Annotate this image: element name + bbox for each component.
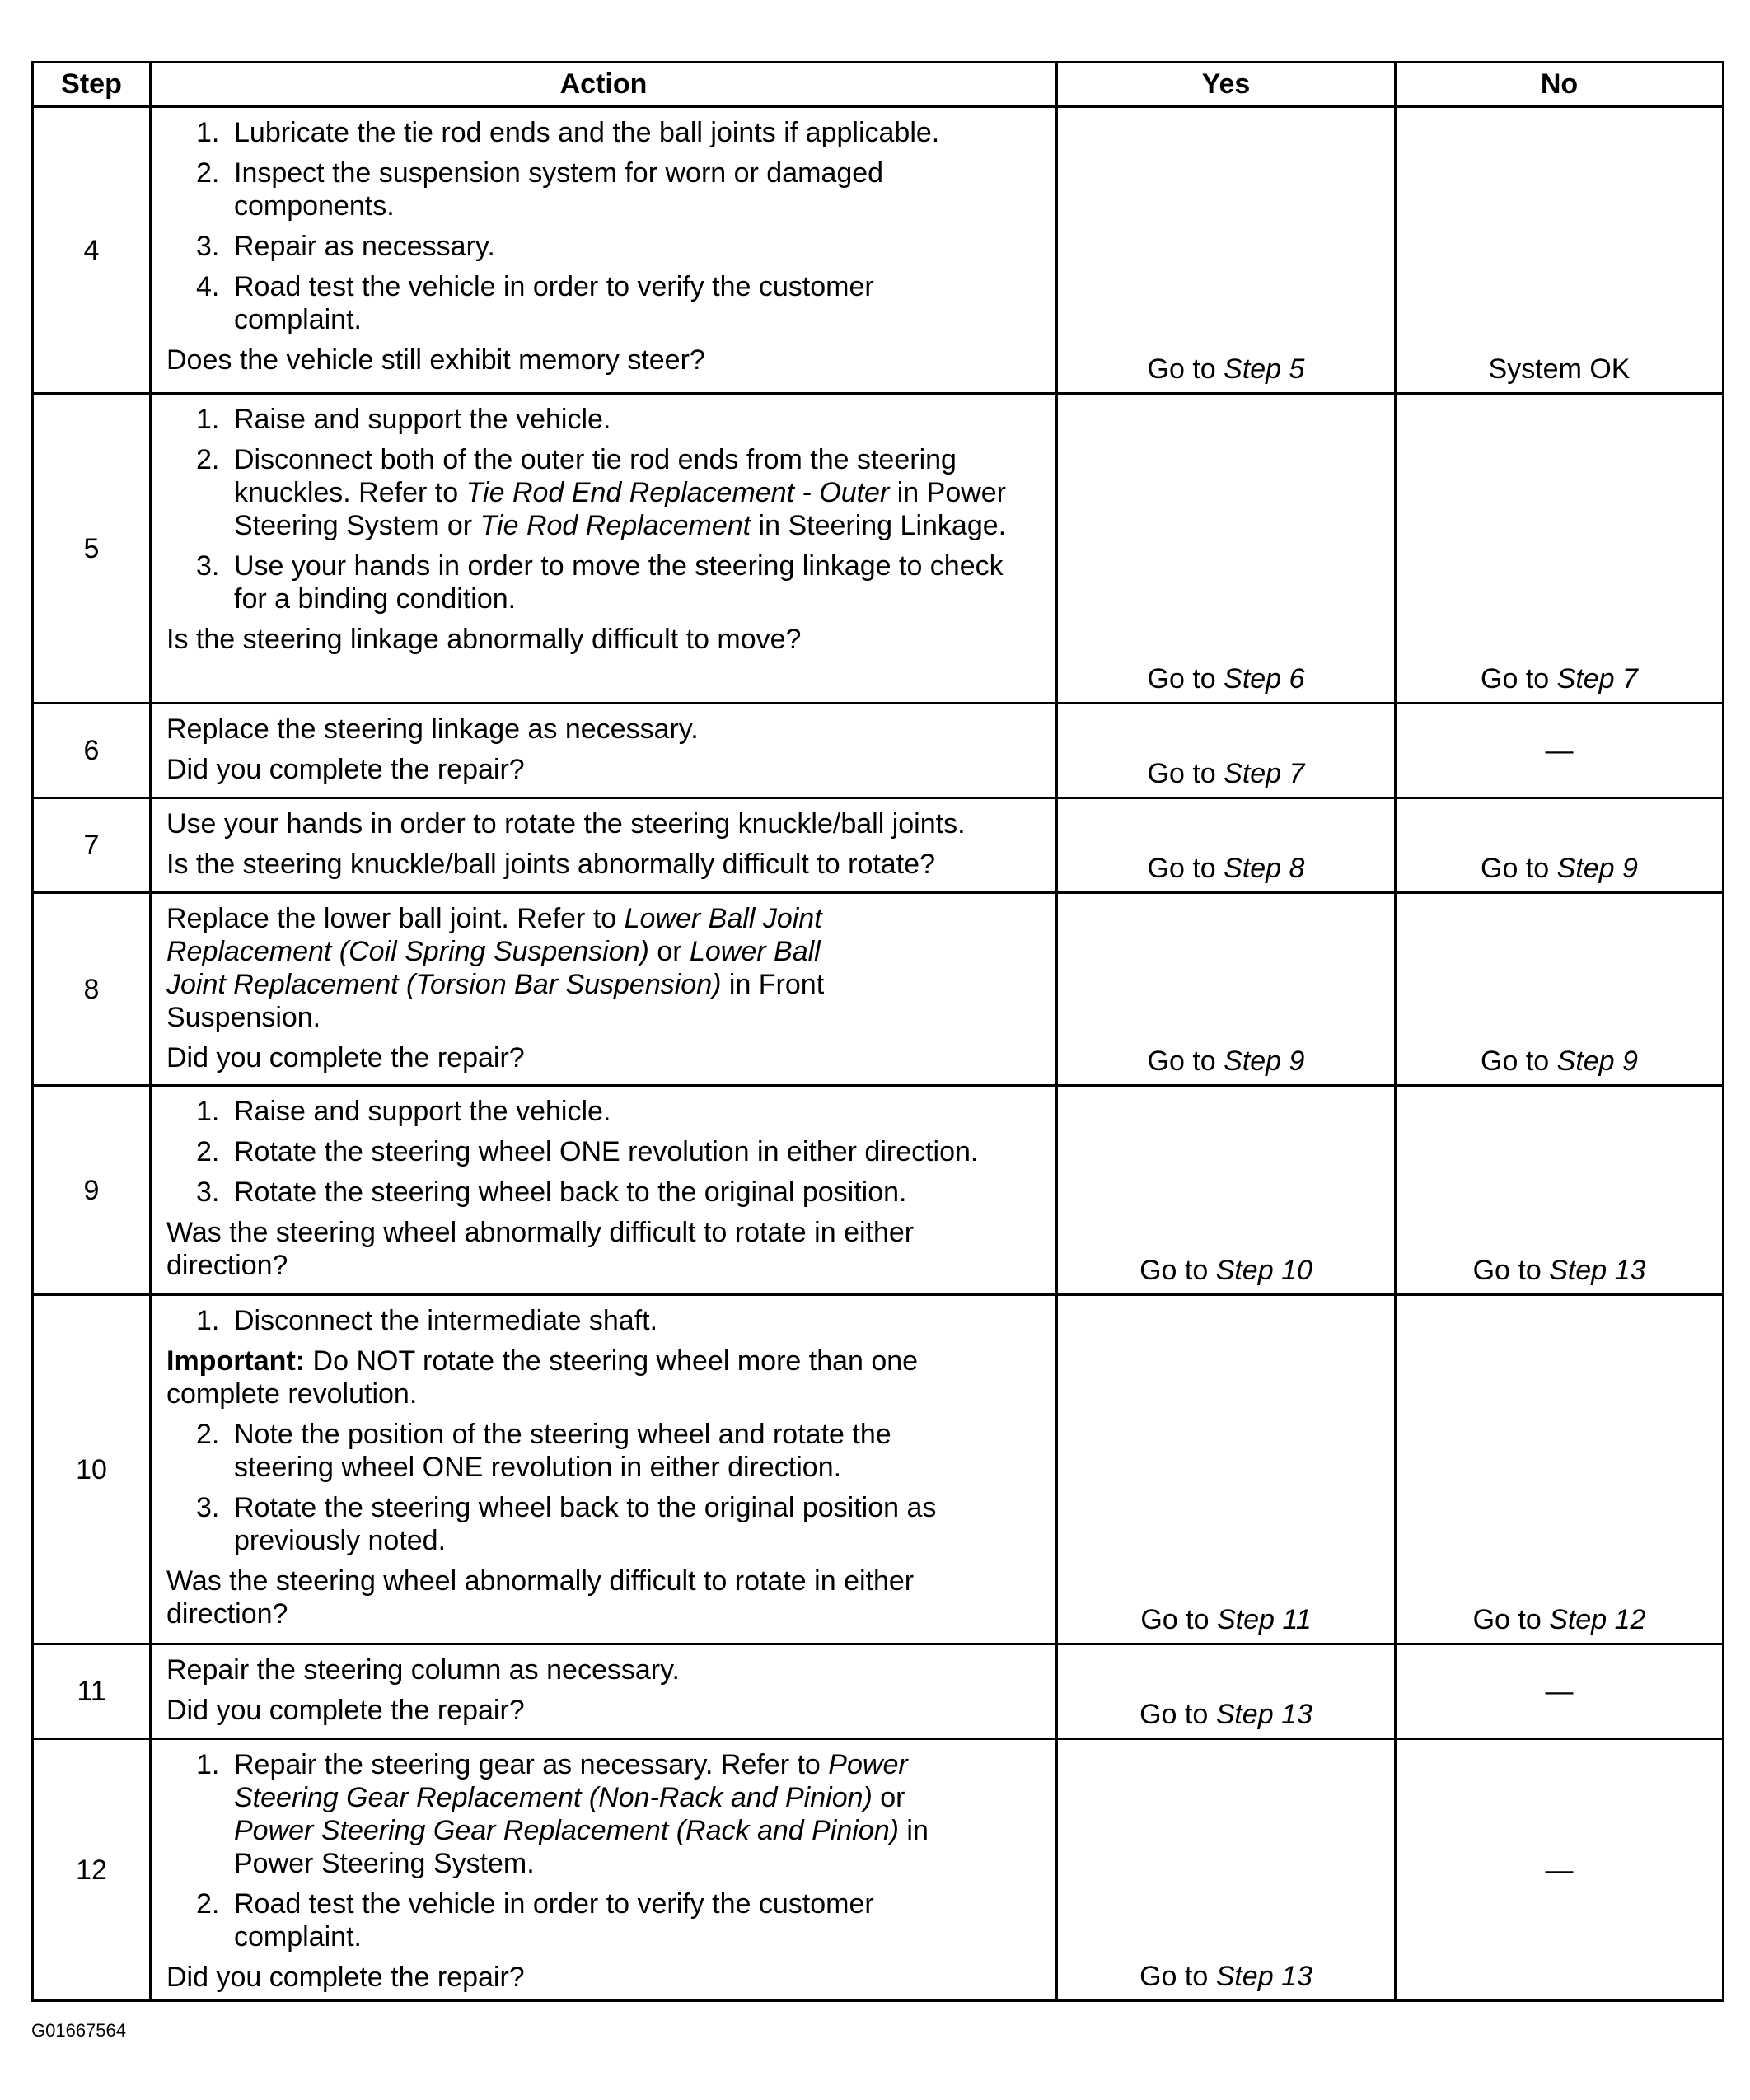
no-cell: System OK <box>1396 107 1724 394</box>
list-item: 2. Note the position of the steering wheel and rotate the steering wheel ONE revolution in either direction. <box>196 1419 891 1483</box>
important-note: Important: Do NOT rotate the steering wheel more than one complete revolution. <box>166 1345 919 1410</box>
no-cell: — <box>1396 1739 1724 2001</box>
list-item: 3. Repair as necessary. <box>196 231 495 262</box>
question: Is the steering knuckle/ball joints abnormally difficult to rotate? <box>166 849 935 880</box>
list-item: 1. Lubricate the tie rod ends and the ball joints if applicable. <box>196 117 940 148</box>
question: Was the steering wheel abnormally difficult to rotate in either direction? <box>166 1217 915 1281</box>
question: Was the steering wheel abnormally difficult to rotate in either direction? <box>166 1565 915 1630</box>
step-number: 11 <box>33 1644 151 1739</box>
step-number: 9 <box>33 1086 151 1295</box>
table-row <box>33 798 1724 893</box>
action-cell: Replace the steering linkage as necessary. Did you complete the repair? <box>151 704 1057 798</box>
step-number: 6 <box>33 704 151 798</box>
header-action: Action <box>151 63 1057 107</box>
table-row <box>33 1295 1724 1644</box>
list-item: 1. Raise and support the vehicle. <box>196 1096 611 1127</box>
yes-cell: Go to Step 5 <box>1057 107 1396 394</box>
action-cell <box>151 394 1057 704</box>
yes-cell: Go to Step 13 <box>1057 1644 1396 1739</box>
header-step: Step <box>33 63 151 107</box>
no-cell: Go to Step 9 <box>1396 798 1724 893</box>
figure-id: G01667564 <box>31 2020 126 2041</box>
list-item: 1. Raise and support the vehicle. <box>196 404 611 435</box>
list-item: 1. Repair the steering gear as necessary. Refer to Power Steering Gear Replacement (Non-Rack and Pinion) or Power Steering Gear Replacement (Rack and Pinion) in Power Steering System. <box>196 1749 929 1879</box>
action-cell: Repair the steering column as necessary. Did you complete the repair? <box>151 1644 1057 1739</box>
header-yes: Yes <box>1057 63 1396 107</box>
step-number: 8 <box>33 893 151 1086</box>
step-number: 10 <box>33 1295 151 1644</box>
action-cell <box>151 107 1057 394</box>
step-number: 7 <box>33 798 151 893</box>
question: Did you complete the repair? <box>166 1962 525 1993</box>
yes-cell: Go to Step 13 <box>1057 1739 1396 2001</box>
list-item: 3. Rotate the steering wheel back to the original position. <box>196 1176 907 1208</box>
list-item: 2. Inspect the suspension system for worn or damaged components. <box>196 157 884 222</box>
no-cell: — <box>1396 704 1724 798</box>
table-row <box>33 107 1724 394</box>
question: Did you complete the repair? <box>166 1042 525 1073</box>
question: Is the steering linkage abnormally difficult to move? <box>166 624 802 655</box>
list-item: 2. Road test the vehicle in order to verify the customer complaint. <box>196 1888 874 1953</box>
action-cell <box>151 1739 1057 2001</box>
no-cell: — <box>1396 1644 1724 1739</box>
action-cell: Replace the lower ball joint. Refer to Lower Ball Joint Replacement (Coil Spring Suspension) or Lower Ball Joint Replacement (Torsion Bar Suspension) in Front Suspension. Did you complete the repair? <box>151 893 1057 1086</box>
yes-cell: Go to Step 7 <box>1057 704 1396 798</box>
yes-cell: Go to Step 6 <box>1057 394 1396 704</box>
yes-cell: Go to Step 11 <box>1057 1295 1396 1644</box>
no-cell: Go to Step 13 <box>1396 1086 1724 1295</box>
no-cell: Go to Step 12 <box>1396 1295 1724 1644</box>
step-number: 5 <box>33 394 151 704</box>
step-number: 4 <box>33 107 151 394</box>
table-row <box>33 1644 1724 1739</box>
question: Did you complete the repair? <box>166 754 525 785</box>
yes-cell: Go to Step 10 <box>1057 1086 1396 1295</box>
no-cell: Go to Step 7 <box>1396 394 1724 704</box>
list-item: 3. Rotate the steering wheel back to the original position as previously noted. <box>196 1492 937 1556</box>
table-row <box>33 704 1724 798</box>
action-cell: Use your hands in order to rotate the steering knuckle/ball joints. Is the steering knuckle/ball joints abnormally difficult to rotate? <box>151 798 1057 893</box>
table-row <box>33 1739 1724 2001</box>
table-row <box>33 893 1724 1086</box>
yes-cell: Go to Step 9 <box>1057 893 1396 1086</box>
list-item: 4. Road test the vehicle in order to verify the customer complaint. <box>196 271 874 335</box>
action-cell <box>151 1086 1057 1295</box>
no-cell: Go to Step 9 <box>1396 893 1724 1086</box>
step-number: 12 <box>33 1739 151 2001</box>
diagnostic-table <box>31 61 1724 2002</box>
header-no: No <box>1396 63 1724 107</box>
list-item: 3. Use your hands in order to move the steering linkage to check for a binding condition. <box>196 550 1004 615</box>
yes-cell: Go to Step 8 <box>1057 798 1396 893</box>
header-row <box>33 63 1724 107</box>
list-item: 2. Rotate the steering wheel ONE revolution in either direction. <box>196 1136 979 1167</box>
question: Does the vehicle still exhibit memory steer? <box>166 344 705 376</box>
question: Did you complete the repair? <box>166 1695 525 1726</box>
table-row <box>33 1086 1724 1295</box>
list-item: 2. Disconnect both of the outer tie rod ends from the steering knuckles. Refer to Tie Rod End Replacement - Outer in Power Steering System or Tie Rod Replacement in Steering Linkage. <box>196 444 1007 541</box>
list-item: 1. Disconnect the intermediate shaft. <box>196 1305 658 1336</box>
action-cell <box>151 1295 1057 1644</box>
table-row <box>33 394 1724 704</box>
